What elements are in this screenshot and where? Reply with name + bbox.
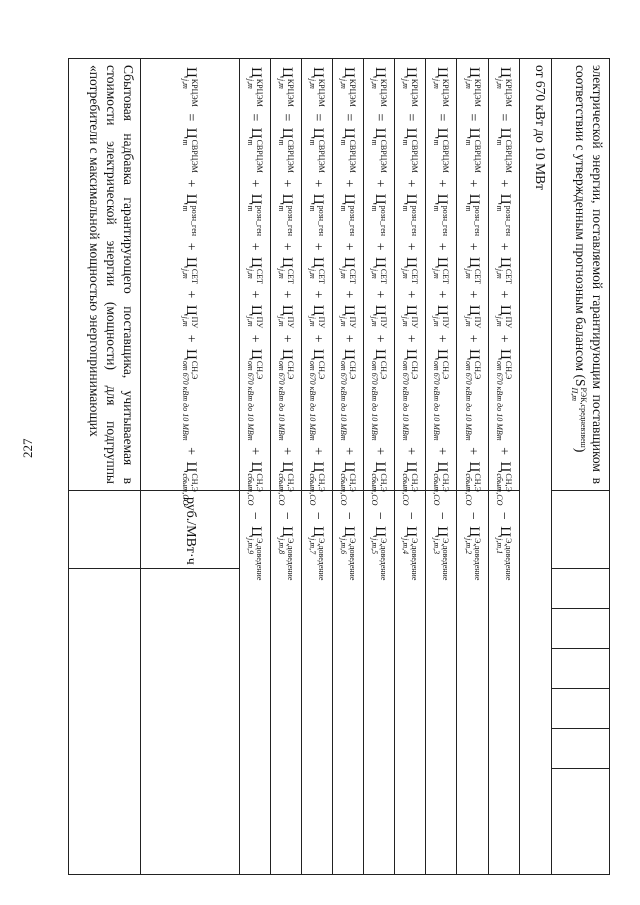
balance-symbol-indices: РЭК,средневзвеш П,m <box>570 387 589 448</box>
bottom-description: Сбытовая надбавка гарантирующего поставщика, учитываемая в стоимости электрической энергии (мощности) для подгруппы «потребители с максимальной мощностью энергопринимающих <box>69 59 141 491</box>
formula-cell: Ц КРЦЭМ j,m = Ц СВРЦЭМ m + Ц розн_ген m + Ц СЕТ j,m + Ц ПУ j,m + Ц СН,Э от 670 кВт до 10 МВт + Ц СН,Э сбыт,СО − Ц Э,доведение j,m,6 <box>333 59 364 491</box>
unit-cell <box>551 491 609 569</box>
formula-cell: Ц КРЦЭМ j,m = Ц СВРЦЭМ m + Ц розн_ген m + Ц СЕТ j,m + Ц ПУ j,m + Ц СН,Э от 670 кВт до 10 МВт + Ц СН,Э сбыт,СО − Ц Э,доведение j,m,8 <box>270 59 301 491</box>
tariff-table <box>68 58 610 875</box>
formula-cell: Ц КРЦЭМ j,m = Ц СВРЦЭМ m + Ц розн_ген m + Ц СЕТ j,m + Ц ПУ j,m + Ц СН,Э от 670 кВт до 10 МВт + Ц СН,Э сбыт,СО − Ц Э,доведение j,m,1 <box>488 59 519 491</box>
formula-cell: Ц КРЦЭМ j,m = Ц СВРЦЭМ m + Ц розн_ген m + Ц СЕТ j,m + Ц ПУ j,m + Ц СН,Э от 670 кВт до 10 МВт + Ц СН,Э сбыт,СО − Ц Э,доведение j,m,9 <box>239 59 270 491</box>
page-number: 227 <box>20 438 35 458</box>
formula-cell: Ц КРЦЭМ j,m = Ц СВРЦЭМ m + Ц розн_ген m + Ц СЕТ j,m + Ц ПУ j,m + Ц СН,Э от 670 кВт до 10 МВт + Ц СН,Э сбыт,СО − Ц Э,доведение j,m,4 <box>395 59 426 491</box>
bottom-formula: Ц КРЦЭМ j,m = Ц СВРЦЭМ m + Ц розн_ген m + Ц СЕТ j,m + Ц ПУ j,m + Ц СН,Э от 670 кВт до 10 МВт + Ц СН,Э сбыт,СО <box>141 59 239 491</box>
formula-cell: Ц КРЦЭМ j,m = Ц СВРЦЭМ m + Ц розн_ген m + Ц СЕТ j,m + Ц ПУ j,m + Ц СН,Э от 670 кВт до 10 МВт + Ц СН,Э сбыт,СО − Ц Э,доведение j,m,5 <box>364 59 395 491</box>
formula-cell: Ц КРЦЭМ j,m = Ц СВРЦЭМ m + Ц розн_ген m + Ц СЕТ j,m + Ц ПУ j,m + Ц СН,Э от 670 кВт до 10 МВт + Ц СН,Э сбыт,СО − Ц Э,доведение j,m,3 <box>426 59 457 491</box>
formula-cell: Ц КРЦЭМ j,m = Ц СВРЦЭМ m + Ц розн_ген m + Ц СЕТ j,m + Ц ПУ j,m + Ц СН,Э от 670 кВт до 10 МВт + Ц СН,Э сбыт,СО − Ц Э,доведение j,m,7 <box>301 59 332 491</box>
rotated-page <box>68 58 610 874</box>
formula-cell: Ц КРЦЭМ j,m = Ц СВРЦЭМ m + Ц розн_ген m + Ц СЕТ j,m + Ц ПУ j,m + Ц СН,Э от 670 кВт до 10 МВт + Ц СН,Э сбыт,СО − Ц Э,доведение j,m,2 <box>457 59 488 491</box>
description-cell: электрической энергии, поставляемой гарантирующим поставщиком в соответствии с утвержденным прогнозным балансом (S РЭК,средневзвеш П,m ) <box>551 59 609 491</box>
unit-label: руб./МВт·ч <box>141 491 239 569</box>
band-label: от 670 кВт до 10 МВт <box>519 59 551 875</box>
description-text: электрической энергии, поставляемой гарантирующим поставщиком в соответствии с утвержденным прогнозным балансом (S <box>573 65 605 484</box>
